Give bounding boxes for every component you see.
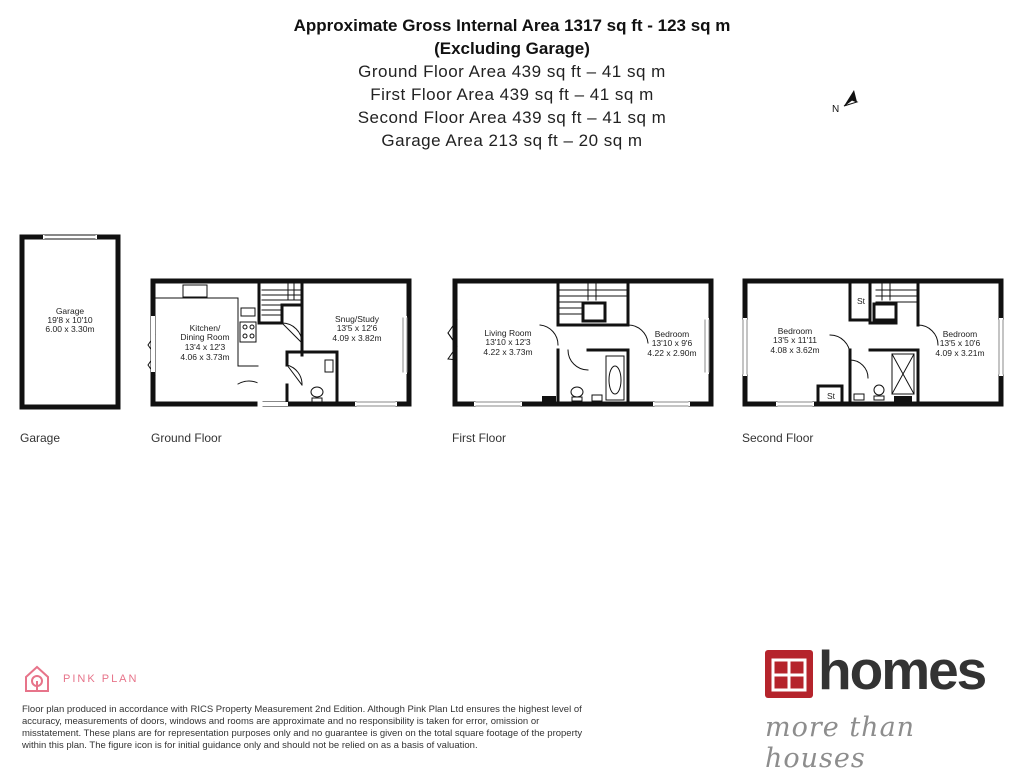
pink-plan-house-icon: [22, 664, 52, 694]
living-dim-imperial: 13'10 x 12'3: [485, 337, 531, 347]
bedroom3-dim-imperial: 13'5 x 10'6: [939, 338, 981, 348]
bedroom1-dim-imperial: 13'10 x 9'6: [651, 338, 693, 348]
bedroom2-name: Bedroom: [777, 326, 813, 336]
snug-dim-imperial: 13'5 x 12'6: [336, 323, 378, 333]
area-subtitle: (Excluding Garage): [434, 39, 590, 58]
homes-wordmark: homes: [818, 639, 986, 701]
kitchen-name-2: Dining Room: [180, 332, 230, 342]
garage-room-name: Garage: [55, 306, 85, 316]
snug-name: Snug/Study: [335, 314, 379, 324]
north-label: N: [832, 104, 840, 115]
garage-room-dim-metric: 6.00 x 3.30m: [45, 324, 95, 334]
garage-floor-label: Garage: [20, 431, 61, 445]
second-floor-area: Second Floor Area 439 sq ft – 41 sq m: [357, 108, 667, 127]
first-floor-area: First Floor Area 439 sq ft – 41 sq m: [370, 85, 654, 104]
homes-logo-icon: [765, 650, 813, 698]
homes-tagline: more than houses: [765, 712, 916, 774]
kitchen-name-1: Kitchen/: [189, 323, 221, 333]
disclaimer-text: Floor plan produced in accordance with RICS Property Measurement 2nd Edition. Although Pink Plan Ltd ensures the highest level of accuracy, measurements of doors, windows and rooms are approximate and no responsibility is taken for error, omission or misstatement. These plans are for representation purposes only and no guarantee is given on the total square footage of the property within this plan. The figure icon is for initial guidance only and should not be relied on as a basis of valuation.: [22, 704, 583, 751]
bedroom3-dim-metric: 4.09 x 3.21m: [935, 348, 985, 358]
garage-room-dim-imperial: 19'8 x 10'10: [47, 315, 93, 325]
bedroom3-name: Bedroom: [942, 329, 978, 339]
snug-dim-metric: 4.09 x 3.82m: [332, 333, 382, 343]
ground-floor-area: Ground Floor Area 439 sq ft – 41 sq m: [358, 62, 666, 81]
bedroom2-dim-imperial: 13'5 x 11'11: [772, 335, 818, 345]
bedroom2-dim-metric: 4.08 x 3.62m: [770, 345, 820, 355]
bedroom1-name: Bedroom: [654, 329, 690, 339]
kitchen-dim-metric: 4.06 x 3.73m: [180, 352, 230, 362]
kitchen-dim-imperial: 13'4 x 12'3: [184, 342, 226, 352]
store2-label: St: [826, 391, 836, 401]
store1-label: St: [856, 296, 866, 306]
second-floor-label: Second Floor: [742, 431, 814, 445]
living-name: Living Room: [484, 328, 532, 338]
area-title: Approximate Gross Internal Area 1317 sq ft - 123 sq m: [293, 16, 731, 35]
pink-plan-brand: PINK PLAN: [63, 673, 139, 685]
garage-area: Garage Area 213 sq ft – 20 sq m: [381, 131, 643, 150]
ground-floor-label: Ground Floor: [151, 431, 222, 445]
first-floor-label: First Floor: [452, 431, 506, 445]
living-dim-metric: 4.22 x 3.73m: [483, 347, 533, 357]
bedroom1-dim-metric: 4.22 x 2.90m: [647, 348, 697, 358]
